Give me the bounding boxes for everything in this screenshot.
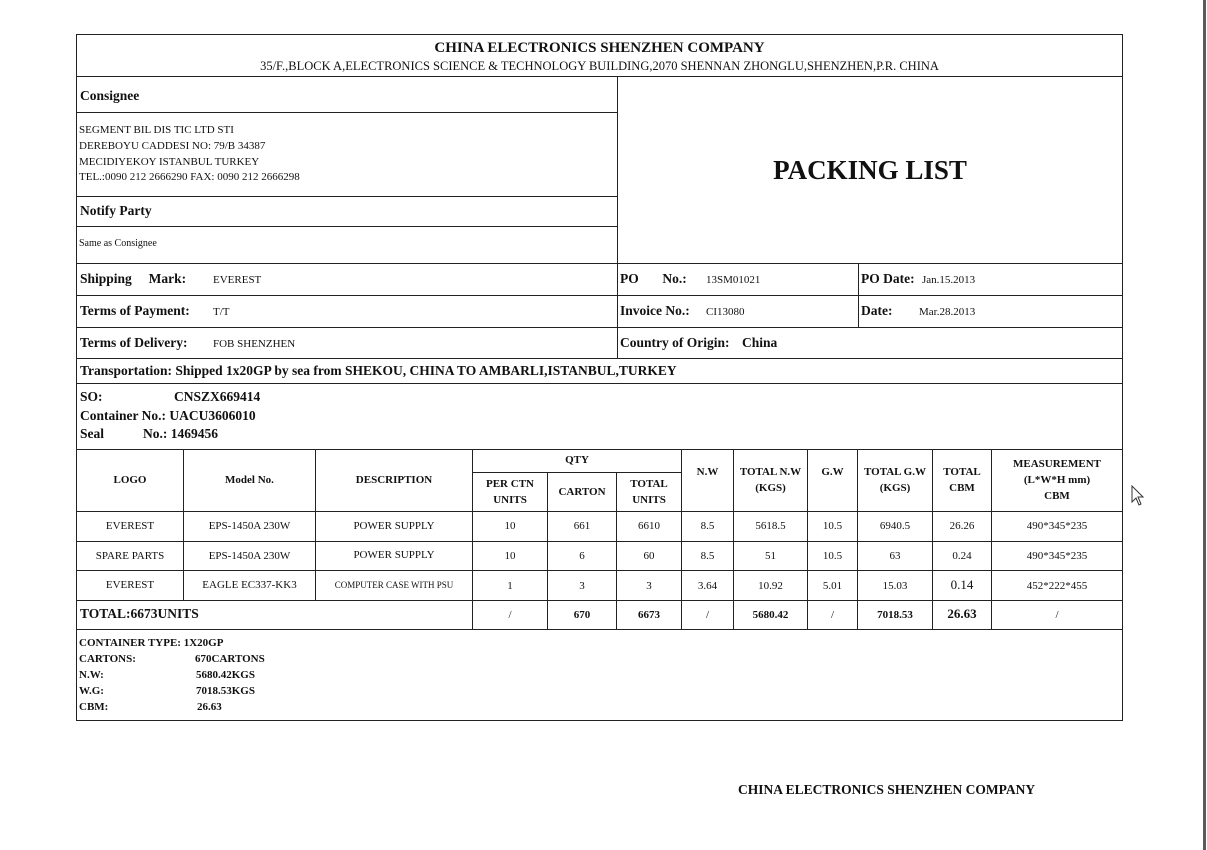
summary-nw-value: 5680.42KGS — [196, 669, 255, 681]
consignee-line: SEGMENT BIL DIS TIC LTD STI — [79, 124, 234, 136]
seal-value: No.: 1469456 — [143, 426, 218, 441]
summary-wg-label: W.G: — [79, 685, 104, 697]
transportation-line: Transportation: Shipped 1x20GP by sea from SHEKOU, CHINA TO AMBARLI,ISTANBUL,TURKEY — [80, 363, 677, 378]
terms-of-payment-value: T/T — [213, 306, 230, 318]
cell-carton: 3 — [579, 580, 585, 592]
header-measurement: MEASUREMENT — [1012, 458, 1101, 470]
invoice-no-value: CI13080 — [706, 306, 745, 318]
cell-logo: EVEREST — [105, 579, 155, 591]
country-of-origin-value: China — [742, 335, 778, 350]
consignee-label: Consignee — [80, 88, 140, 103]
cell-per-ctn: 10 — [504, 520, 516, 532]
invoice-no-label: Invoice No.: — [620, 303, 690, 318]
cell-total-nw: 10.92 — [758, 580, 783, 592]
cell-total-units: 60 — [643, 550, 655, 562]
date-value: Mar.28.2013 — [919, 306, 976, 318]
cell-total-cbm: 0.24 — [952, 550, 972, 562]
packing-list-document — [76, 34, 1123, 721]
consignee-line: MECIDIYEKOY ISTANBUL TURKEY — [79, 156, 260, 168]
notify-party-label: Notify Party — [80, 203, 152, 218]
cell-nw: 3.64 — [697, 580, 718, 592]
po-date-label: PO Date: — [861, 271, 915, 286]
container-no: Container No.: UACU3606010 — [80, 408, 256, 423]
header-total-cbm: TOTAL — [943, 466, 981, 478]
summary-cartons-value: 670CARTONS — [195, 653, 265, 665]
cell-carton: 661 — [573, 520, 591, 532]
cell-description: POWER SUPPLY — [353, 549, 435, 561]
header-gw: G.W — [821, 466, 844, 478]
cell-gw: 10.5 — [822, 520, 843, 532]
cell-logo: EVEREST — [105, 520, 155, 532]
header-total-gw: TOTAL G.W — [864, 466, 926, 478]
total-carton: 670 — [573, 609, 591, 621]
summary-cbm-label: CBM: — [79, 701, 109, 713]
total-gw: / — [830, 609, 835, 621]
header-logo: LOGO — [113, 474, 147, 486]
cell-total-gw: 63 — [889, 550, 901, 562]
header-total-gw-unit: (KGS) — [879, 482, 911, 494]
header-qty: QTY — [565, 454, 589, 466]
cell-model: EPS-1450A 230W — [208, 520, 291, 532]
header-total-nw: TOTAL N.W — [739, 466, 802, 478]
shipping-mark-label: Shipping Mark: — [80, 271, 187, 286]
footer-company-name: CHINA ELECTRONICS SHENZHEN COMPANY — [738, 782, 1036, 797]
total-total-nw: 5680.42 — [752, 609, 789, 621]
header-total-cbm-2: CBM — [949, 482, 975, 494]
cell-logo: SPARE PARTS — [95, 550, 165, 562]
cell-description: POWER SUPPLY — [353, 520, 435, 532]
po-no-value: 13SM01021 — [706, 274, 761, 286]
total-measurement: / — [1055, 609, 1059, 621]
cell-per-ctn: 1 — [507, 580, 513, 592]
header-nw: N.W — [696, 466, 719, 478]
so-label: SO: — [80, 389, 103, 404]
header-measurement-cbm: CBM — [1044, 490, 1070, 502]
consignee-line: DEREBOYU CADDESI NO: 79/B 34387 — [79, 140, 266, 152]
cell-total-nw: 5618.5 — [755, 520, 786, 532]
cell-nw: 8.5 — [700, 520, 715, 532]
terms-of-delivery-value: FOB SHENZHEN — [213, 338, 296, 350]
header-total-units: TOTAL — [630, 478, 668, 490]
seal-label: Seal — [80, 426, 105, 441]
company-name: CHINA ELECTRONICS SHENZHEN COMPANY — [434, 40, 765, 56]
header-carton: CARTON — [558, 486, 606, 498]
summary-container-type: CONTAINER TYPE: 1X20GP — [79, 637, 224, 649]
country-of-origin-label: Country of Origin: — [620, 335, 730, 350]
cell-gw: 10.5 — [822, 550, 843, 562]
document-title: PACKING LIST — [773, 155, 967, 185]
date-label: Date: — [861, 303, 893, 318]
cell-carton: 6 — [579, 550, 585, 562]
header-per-ctn: PER CTN — [486, 478, 534, 490]
cell-measurement: 452*222*455 — [1026, 580, 1088, 592]
cell-model: EPS-1450A 230W — [208, 550, 291, 562]
cell-total-units: 3 — [646, 580, 652, 592]
total-label: TOTAL:6673UNITS — [80, 606, 199, 621]
cell-nw: 8.5 — [700, 550, 715, 562]
cell-gw: 5.01 — [822, 580, 843, 592]
cell-total-cbm: 0.14 — [950, 577, 974, 592]
cell-measurement: 490*345*235 — [1026, 550, 1088, 562]
header-description: DESCRIPTION — [355, 474, 433, 486]
summary-cbm-value: 26.63 — [197, 701, 222, 713]
header-total-nw-unit: (KGS) — [755, 482, 786, 494]
terms-of-delivery-label: Terms of Delivery: — [80, 335, 188, 350]
shipping-mark-value: EVEREST — [213, 274, 262, 286]
cell-model: EAGLE EC337-KK3 — [202, 579, 297, 591]
cell-total-nw: 51 — [765, 550, 776, 562]
terms-of-payment-label: Terms of Payment: — [80, 303, 190, 318]
company-address: 35/F.,BLOCK A,ELECTRONICS SCIENCE & TECHNOLOGY BUILDING,2070 SHENNAN ZHONGLU,SHENZHEN,P.R. CHINA — [260, 59, 939, 73]
consignee-line: TEL.:0090 212 2666290 FAX: 0090 212 2666298 — [79, 171, 300, 183]
summary-wg-value: 7018.53KGS — [196, 685, 255, 697]
mouse-pointer-icon — [1131, 485, 1145, 507]
so-value: CNSZX669414 — [174, 389, 261, 404]
cell-description: COMPUTER CASE WITH PSU — [334, 580, 454, 590]
total-per-ctn: / — [508, 609, 512, 621]
cell-per-ctn: 10 — [504, 550, 516, 562]
total-units: 6673 — [638, 609, 660, 621]
header-per-ctn-units: UNITS — [493, 494, 527, 506]
po-date-value: Jan.15.2013 — [922, 274, 976, 286]
header-measurement-dims: (L*W*H mm) — [1023, 474, 1091, 486]
summary-nw-label: N.W: — [79, 669, 104, 681]
cell-total-units: 6610 — [638, 520, 660, 532]
cell-total-cbm: 26.26 — [949, 520, 975, 532]
header-model-no: Model No. — [225, 474, 274, 486]
cell-measurement: 490*345*235 — [1026, 520, 1088, 532]
cell-total-gw: 15.03 — [882, 580, 908, 592]
window-edge — [1203, 0, 1206, 850]
cell-total-gw: 6940.5 — [879, 520, 911, 532]
summary-cartons-label: CARTONS: — [79, 653, 136, 665]
total-cbm: 26.63 — [947, 606, 977, 621]
total-nw: / — [705, 609, 710, 621]
total-total-gw: 7018.53 — [877, 609, 913, 621]
notify-party-value: Same as Consignee — [79, 238, 157, 249]
po-no-label: PO No.: — [620, 271, 687, 286]
header-total-units-2: UNITS — [632, 494, 666, 506]
